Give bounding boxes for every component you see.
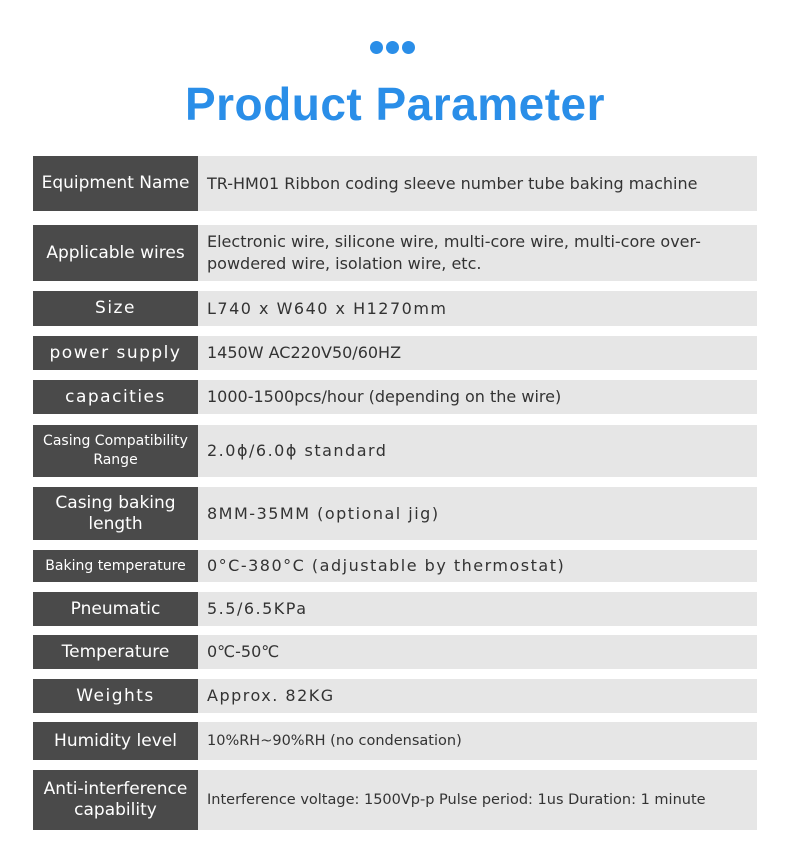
table-row bbox=[33, 770, 757, 830]
param-value: 0℃-50℃ bbox=[198, 635, 757, 669]
page-title: Product Parameter bbox=[184, 78, 606, 130]
param-value: TR-HM01 Ribbon coding sleeve number tube baking machine bbox=[198, 156, 757, 211]
param-label: Casing Compatibility Range bbox=[33, 425, 198, 477]
table-row bbox=[33, 722, 757, 760]
param-label: capacities bbox=[33, 380, 198, 414]
param-label: Pneumatic bbox=[33, 592, 198, 626]
param-label: Humidity level bbox=[33, 722, 198, 760]
table-row bbox=[33, 425, 757, 477]
param-label: Equipment Name bbox=[33, 156, 198, 211]
param-value: 10%RH~90%RH (no condensation) bbox=[198, 722, 757, 760]
param-label: Baking temperature bbox=[33, 550, 198, 582]
decorative-dots bbox=[370, 41, 415, 54]
table-row bbox=[33, 679, 757, 713]
dot-icon bbox=[386, 41, 399, 54]
param-label: Applicable wires bbox=[33, 225, 198, 281]
param-value: 2.0ϕ/6.0ϕ standard bbox=[198, 425, 757, 477]
param-value: Approx. 82KG bbox=[198, 679, 757, 713]
param-label: Casing baking length bbox=[33, 487, 198, 540]
table-row bbox=[33, 336, 757, 370]
table-row bbox=[33, 487, 757, 540]
param-value: 1000-1500pcs/hour (depending on the wire) bbox=[198, 380, 757, 414]
param-label: Size bbox=[33, 291, 198, 326]
table-row bbox=[33, 225, 757, 281]
param-value: 8MM-35MM (optional jig) bbox=[198, 487, 757, 540]
param-value: 0°C-380°C (adjustable by thermostat) bbox=[198, 550, 757, 582]
table-row bbox=[33, 592, 757, 626]
table-row bbox=[33, 550, 757, 582]
param-label: Weights bbox=[33, 679, 198, 713]
table-row bbox=[33, 156, 757, 211]
table-row bbox=[33, 291, 757, 326]
dot-icon bbox=[370, 41, 383, 54]
param-value: Electronic wire, silicone wire, multi-core wire, multi-core over-powdered wire, isolation wire, etc. bbox=[198, 225, 757, 281]
param-value: 5.5/6.5KPa bbox=[198, 592, 757, 626]
param-label: power supply bbox=[33, 336, 198, 370]
param-value: Interference voltage: 1500Vp-p Pulse period: 1us Duration: 1 minute bbox=[198, 770, 757, 830]
param-label: Temperature bbox=[33, 635, 198, 669]
param-label: Anti-interference capability bbox=[33, 770, 198, 830]
param-value: L740 x W640 x H1270mm bbox=[198, 291, 757, 326]
table-row bbox=[33, 380, 757, 414]
param-value: 1450W AC220V50/60HZ bbox=[198, 336, 757, 370]
dot-icon bbox=[402, 41, 415, 54]
table-row bbox=[33, 635, 757, 669]
